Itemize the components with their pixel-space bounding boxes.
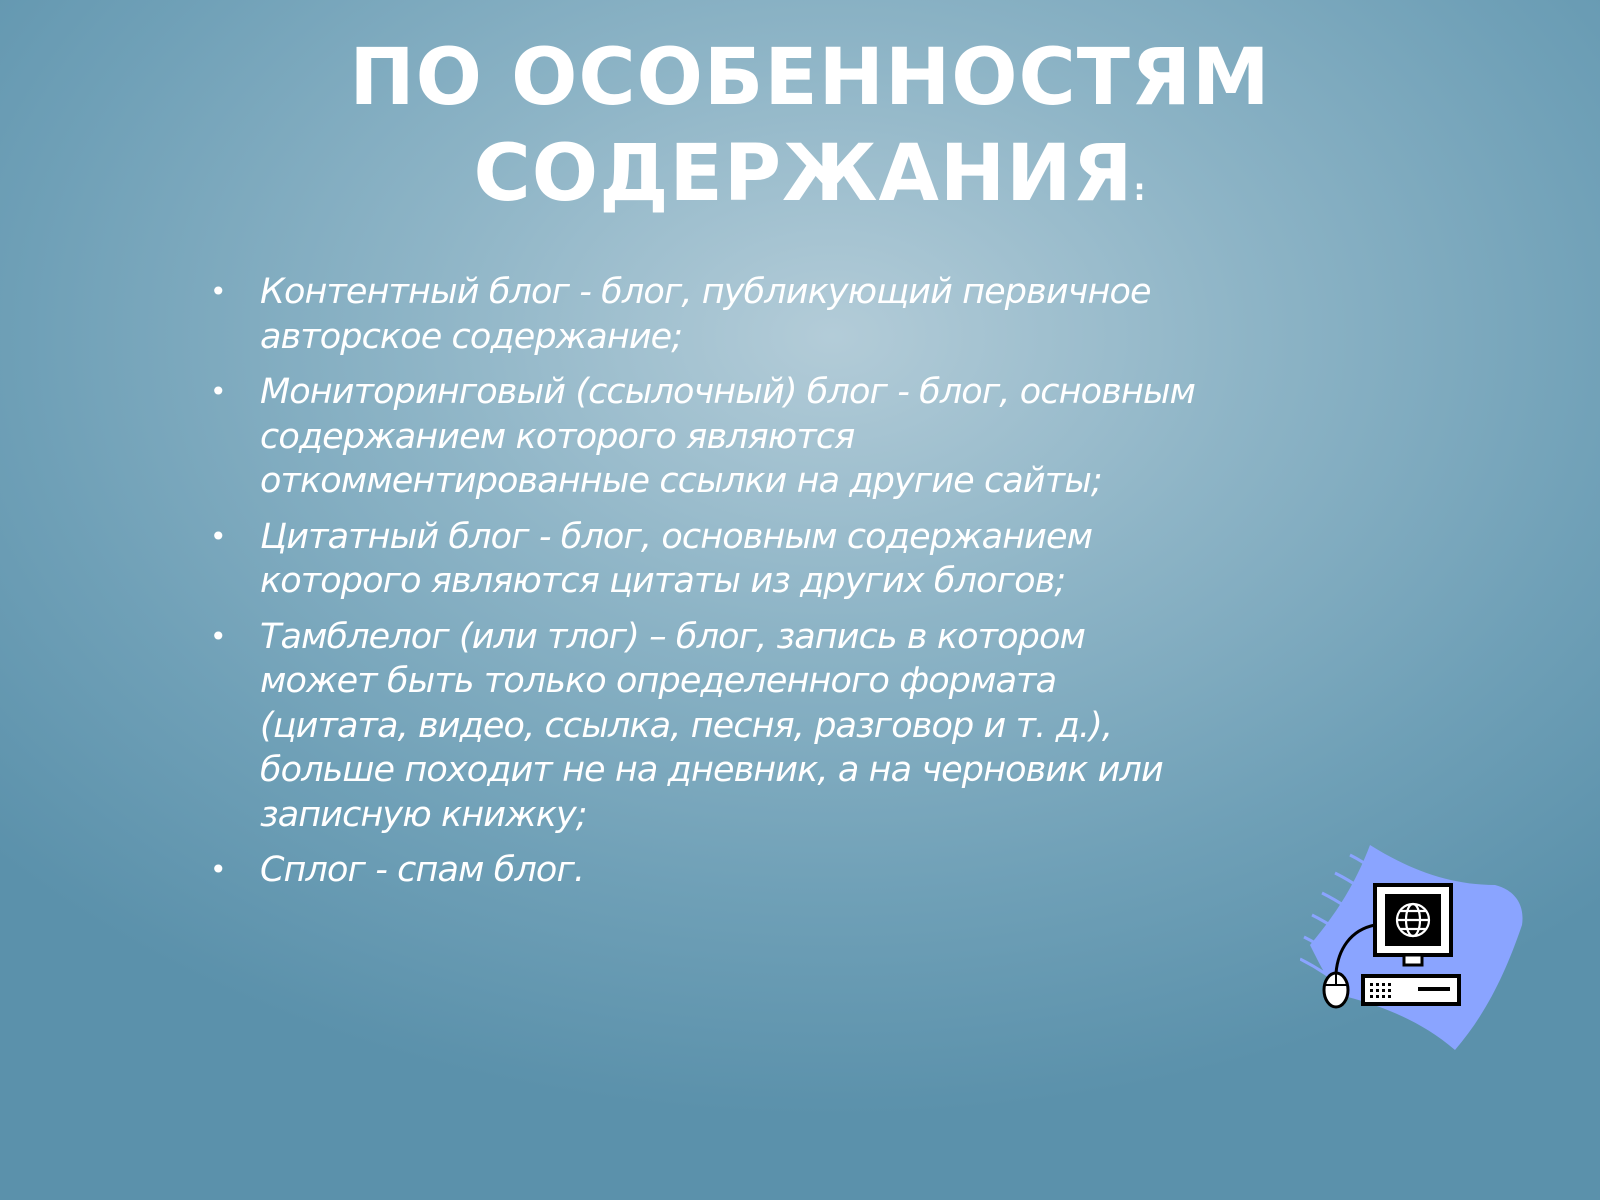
bullet-dot: •: [210, 375, 226, 408]
bullet-line: Тамблелог (или тлог) – блог, запись в котором: [260, 616, 1085, 657]
bullet-item-tumblelog: [210, 615, 1360, 838]
bullet-line: откомментированные ссылки на другие сайты;: [260, 461, 1102, 501]
bullet-line: авторское содержание;: [260, 316, 683, 357]
bullet-dot: •: [210, 275, 226, 308]
bullet-line: содержанием которого являются: [260, 416, 855, 457]
bullet-line: (цитата, видео, ссылка, песня, разговор и т. д.),: [260, 705, 1113, 746]
title-line-2-text: СОДЕРЖАНИЯ: [473, 129, 1134, 219]
bullet-line: Цитатный блог - блог, основным содержанием: [260, 516, 1093, 557]
clipart-drive-slot: [1418, 987, 1450, 991]
bullet-dot: •: [210, 519, 226, 553]
title-colon: :: [1133, 173, 1147, 208]
bullet-list: [210, 270, 1360, 904]
bullet-line: больше походит не на дневник, а на черновик или: [260, 750, 1163, 790]
title-line-2: [0, 126, 1600, 239]
bullet-line: Сплог - спам блог.: [260, 850, 585, 890]
bullet-line: Мониторинговый (ссылочный) блог - блог, основным: [260, 372, 1196, 412]
computer-globe-icon: [1300, 845, 1560, 1075]
bullet-item-quote-blog: [210, 515, 1360, 604]
bullet-dot: •: [210, 853, 226, 886]
bullet-dot: •: [210, 619, 226, 653]
slide-title: [0, 30, 1600, 239]
bullet-item-content-blog: [210, 270, 1360, 359]
title-line-1: ПО ОСОБЕННОСТЯМ: [349, 33, 1271, 123]
bullet-item-monitoring-blog: [210, 370, 1360, 504]
bullet-line: Контентный блог - блог, публикующий первичное: [260, 272, 1151, 312]
bullet-line: может быть только определенного формата: [260, 661, 1057, 701]
bullet-line: которого являются цитаты из других блогов;: [260, 561, 1066, 601]
bullet-item-splog: [210, 848, 1360, 893]
bullet-line: записную книжку;: [260, 794, 587, 835]
clipart-stand: [1404, 955, 1422, 965]
